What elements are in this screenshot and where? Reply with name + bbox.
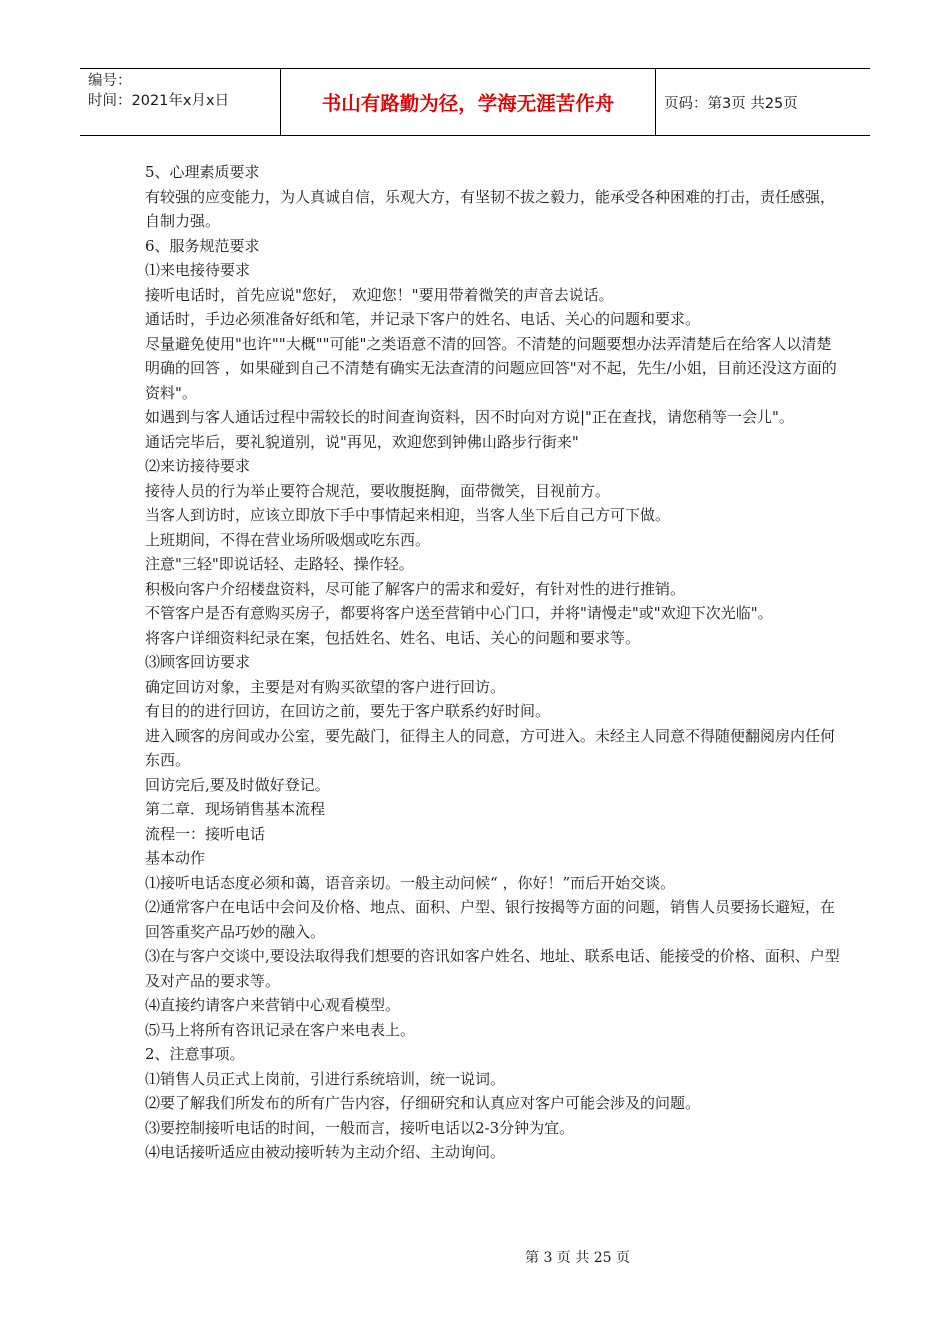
body-paragraph: 有目的的进行回访，在回访之前，要先于客户联系约好时间。 [145, 702, 551, 720]
body-paragraph: 进入顾客的房间或办公室，要先敲门，征得主人的同意，方可进入。未经主人同意不得随便翻阅房内任何东西。 [145, 726, 836, 769]
body-paragraph: ⑷电话接听适应由被动接听转为主动介绍、主动询问。 [145, 1143, 506, 1161]
body-paragraph: ⑵通常客户在电话中会问及价格、地点、面积、户型、银行按揭等方面的问题，销售人员要扬长避短，在回答重奖产品巧妙的融入。 [145, 898, 836, 941]
body-paragraph: 6、服务规范要求 [145, 236, 260, 255]
document-body [145, 160, 840, 1165]
body-paragraph: 不管客户是否有意购买房子，都要将客户送至营销中心门口，并将"请慢走"或"欢迎下次光临"。 [145, 604, 773, 622]
header-page-number: 页码：第3页 共25页 [664, 95, 798, 112]
body-paragraph: ⑴销售人员正式上岗前，引进行系统培训，统一说词。 [145, 1069, 506, 1088]
header-meta [80, 69, 281, 135]
body-paragraph: 通话完毕后，要礼貌道别，说"再见，欢迎您到钟佛山路步行街来" [145, 432, 579, 451]
body-paragraph: 回访完后,要及时做好登记。 [145, 775, 330, 794]
body-paragraph: ⑵要了解我们所发布的所有广告内容，仔细研究和认真应对客户可能会涉及的问题。 [145, 1094, 701, 1112]
header-motto: 书山有路勤为径，学海无涯苦作舟 [281, 69, 656, 135]
document-date-label: 时间：2021年x月x日 [88, 93, 230, 109]
page-footer: 第 3 页 共 25 页 [525, 1250, 630, 1266]
body-paragraph: 基本动作 [145, 849, 206, 867]
body-paragraph: ⑸马上将所有咨讯记录在客户来电表上。 [145, 1020, 416, 1039]
body-paragraph: ⑶要控制接听电话的时间，一般而言，接听电话以2-3分钟为宜。 [145, 1118, 575, 1137]
body-paragraph: 通话时，手边必须准备好纸和笔，并记录下客户的姓名、电话、关心的问题和要求。 [145, 310, 701, 328]
body-paragraph: ⑶顾客回访要求 [145, 653, 251, 671]
body-paragraph: 当客人到访时，应该立即放下手中事情起来相迎，当客人坐下后自己方可下做。 [145, 506, 671, 524]
body-paragraph: ⑶在与客户交谈中,要设法取得我们想要的咨讯如客户姓名、地址、联系电话、能接受的价格、面积、户型及对产品的要求等。 [145, 947, 840, 990]
body-paragraph: 积极向客户介绍楼盘资料，尽可能了解客户的需求和爱好，有针对性的进行推销。 [145, 579, 686, 598]
body-paragraph: 接听电话时，首先应说"您好， 欢迎您！"要用带着微笑的声音去说话。 [145, 285, 614, 304]
body-paragraph: 接待人员的行为举止要符合规范，要收腹挺胸，面带微笑，目视前方。 [145, 481, 611, 500]
body-paragraph: 上班期间，不得在营业场所吸烟或吃东西。 [145, 530, 431, 549]
body-paragraph: 注意"三轻"即说话轻、走路轻、操作轻。 [145, 555, 414, 573]
document-number-label: 编号： [88, 73, 132, 89]
body-paragraph: 流程一：接听电话 [145, 824, 266, 843]
page-header [80, 68, 870, 136]
body-paragraph: ⑴接听电话态度必须和蔼，语音亲切。一般主动问候“ ，你好！”而后开始交谈。 [145, 873, 676, 892]
body-paragraph: 2、注意事项。 [145, 1045, 245, 1063]
body-paragraph: 有较强的应变能力，为人真诚自信，乐观大方，有坚韧不拔之毅力，能承受各种困难的打击，责任感强，自制力强。 [145, 187, 836, 230]
body-paragraph: 尽量避免使用"也许""大概""可能"之类语意不清的回答。不清楚的问题要想办法弄清楚后在给客人以清楚明确的回答 ，如果碰到自己不清楚有确实无法查清的问题应回答"对不起，先生/小姐，目前还没这方面的资料"。 [145, 334, 837, 402]
body-paragraph: 如遇到与客人通话过程中需较长的时间查询资料，因不时向对方说|"正在查找，请您稍等一会儿"。 [145, 408, 794, 426]
body-paragraph: ⑷直接约请客户来营销中心观看模型。 [145, 996, 401, 1014]
body-paragraph: 5、心理素质要求 [145, 163, 260, 181]
body-paragraph: ⑵来访接待要求 [145, 457, 251, 475]
body-paragraph: 确定回访对象，主要是对有购买欲望的客户进行回访。 [145, 677, 506, 696]
body-paragraph: ⑴来电接待要求 [145, 261, 251, 279]
body-paragraph: 第二章．现场销售基本流程 [145, 800, 326, 818]
body-paragraph: 将客户详细资料纪录在案，包括姓名、姓名、电话、关心的问题和要求等。 [145, 628, 641, 647]
